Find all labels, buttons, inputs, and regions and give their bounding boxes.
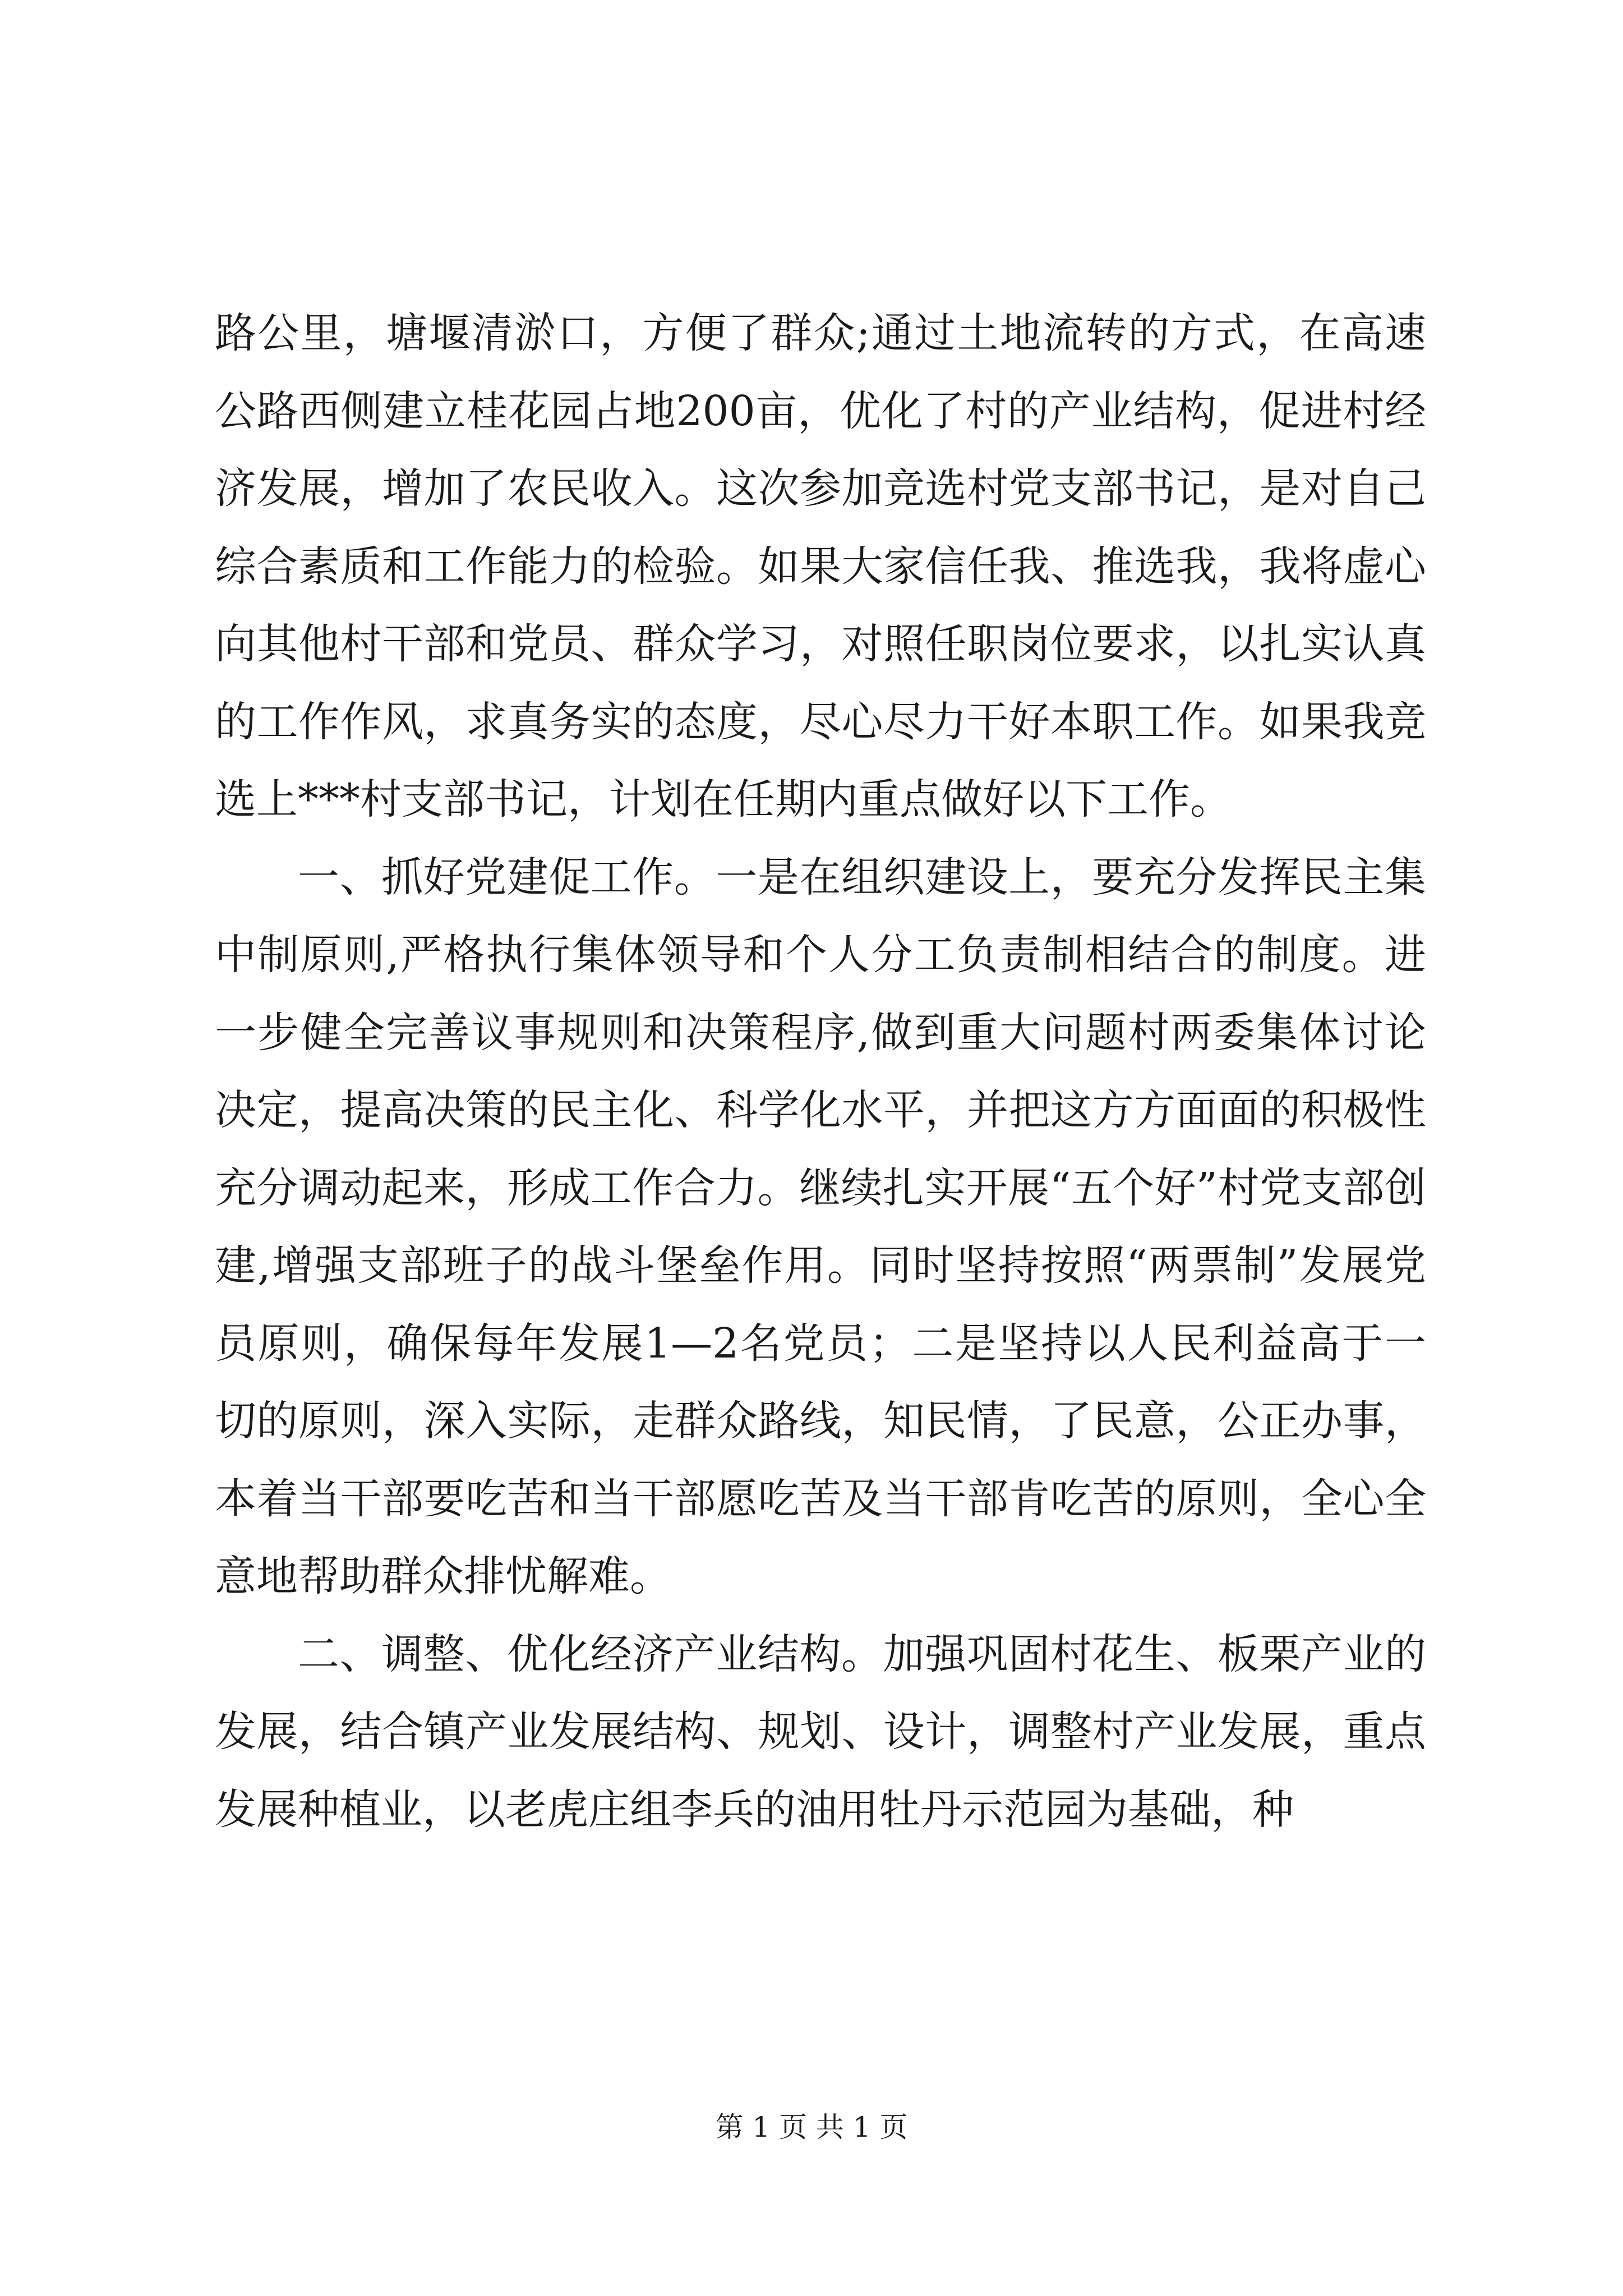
page-footer: 第 1 页 共 1 页 (715, 2111, 908, 2143)
document-body (215, 295, 1426, 1848)
paragraph-3: 二、调整、优化经济产业结构。加强巩固村花生、板栗产业的发展，结合镇产业发展结构、规划、设计，调整村产业发展，重点发展种植业，以老虎庄组李兵的油用牡丹示范园为基础，种 (215, 1630, 1426, 1834)
paragraph-2: 一、抓好党建促工作。一是在组织建设上，要充分发挥民主集中制原则,严格执行集体领导和个人分工负责制相结合的制度。进一步健全完善议事规则和决策程序,做到重大问题村两委集体讨论决定，提高决策的民主化、科学化水平，并把这方方面面的积极性充分调动起来，形成工作合力。继续扎实开展“五个好”村党支部创建,增强支部班子的战斗堡垒作用。同时坚持按照“两票制”发展党员原则，确保每年发展1—2名党员；二是坚持以人民利益高于一切的原则，深入实际，走群众路线，知民情，了民意，公正办事，本着当干部要吃苦和当干部愿吃苦及当干部肯吃苦的原则，全心全意地帮助群众排忧解难。 (215, 853, 1426, 1600)
paragraph-1: 路公里，塘堰清淤口，方便了群众;通过土地流转的方式，在高速公路西侧建立桂花园占地200亩，优化了村的产业结构，促进村经济发展，增加了农民收入。这次参加竞选村党支部书记，是对自己综合素质和工作能力的检验。如果大家信任我、推选我，我将虚心向其他村干部和党员、群众学习，对照任职岗位要求，以扎实认真的工作作风，求真务实的态度，尽心尽力干好本职工作。如果我竞选上***村支部书记，计划在任期内重点做好以下工作。 (215, 309, 1426, 823)
